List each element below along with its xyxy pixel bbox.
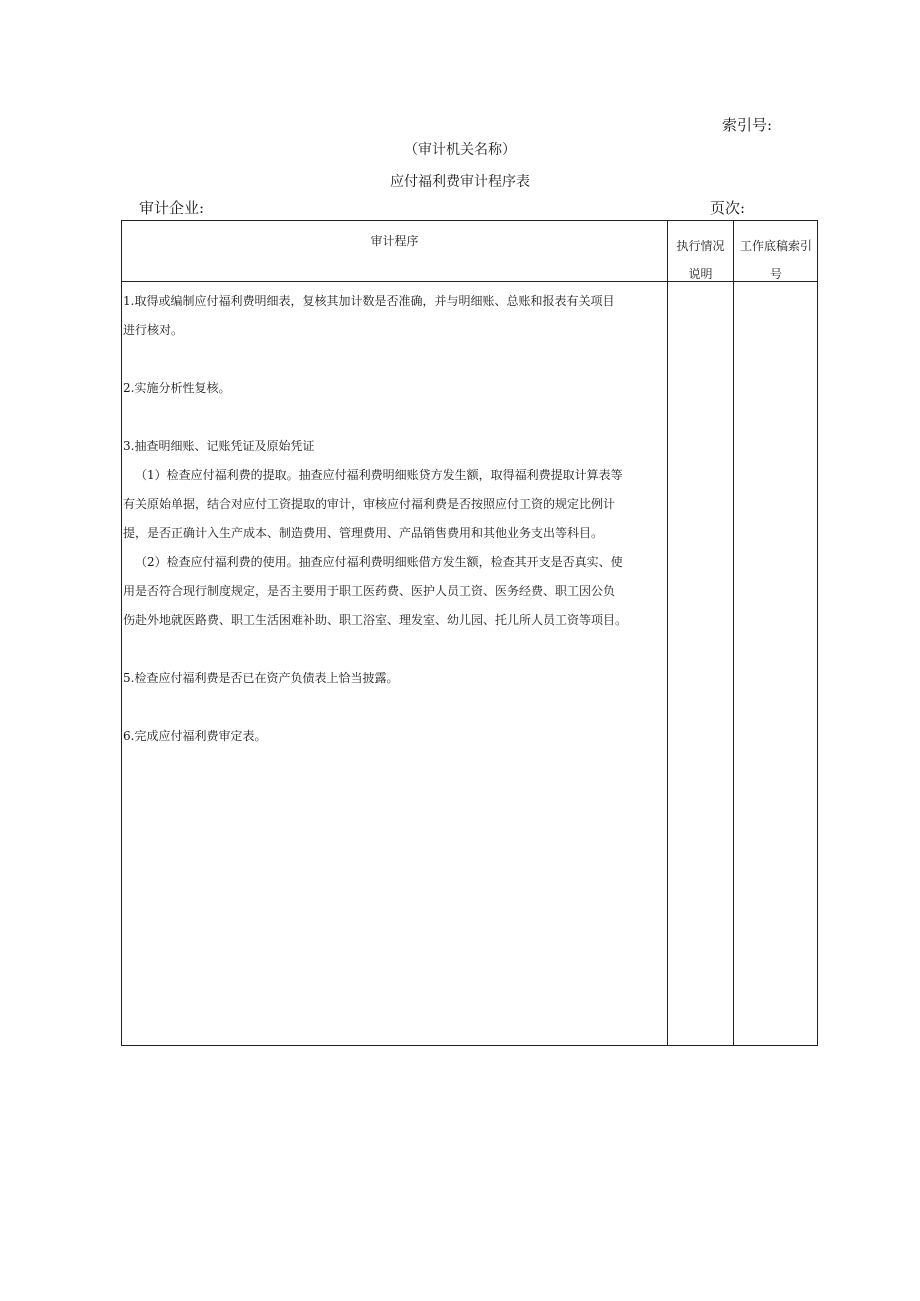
procedure-2: 2.实施分析性复核。 — [123, 381, 231, 395]
procedure-content — [123, 287, 666, 751]
procedure-5: 5.检查应付福利费是否已在资产负债表上恰当披露。 — [123, 671, 399, 685]
procedure-6: 6.完成应付福利费审定表。 — [123, 729, 267, 743]
column-header-execution-line1: 执行情况 — [676, 239, 725, 253]
column-divider-1 — [667, 221, 668, 1045]
procedure-3a-line2: 有关原始单据，结合对应付工资提取的审计，审核应付福利费是否按照应付工资的规定比例计 — [123, 497, 616, 511]
audit-org-name: （审计机关名称） — [404, 142, 516, 158]
column-header-execution — [668, 232, 733, 288]
procedure-1-line2: 进行核对。 — [123, 323, 184, 337]
index-number-label: 索引号: — [722, 116, 773, 134]
procedure-3a-line1: （1）检查应付福利费的提取。抽查应付福利费明细账贷方发生额，取得福利费提取计算表等 — [135, 468, 623, 482]
column-header-workpaper-ref — [734, 232, 818, 288]
column-header-ref-line1: 工作底稿索引 — [739, 239, 812, 253]
column-header-execution-line2: 说明 — [688, 267, 713, 281]
procedure-3b-line3: 伤赴外地就医路费、职工生活困难补助、职工浴室、理发室、幼儿园、托儿所人员工资等项目。 — [123, 613, 628, 627]
column-divider-2 — [733, 221, 734, 1045]
procedure-1-line1: 1.取得或编制应付福利费明细表，复核其加计数是否准确，并与明细账、总账和报表有关项目 — [123, 294, 615, 308]
procedure-3b-line1: （2）检查应付福利费的使用。抽查应付福利费明细账借方发生额，检查其开支是否真实、使 — [135, 555, 623, 569]
procedure-3b-line2: 用是否符合现行制度规定，是否主要用于职工医药费、医护人员工资、医务经费、职工因公负 — [123, 584, 616, 598]
column-header-ref-line2: 号 — [769, 267, 782, 281]
audited-enterprise-label: 审计企业: — [139, 199, 205, 217]
page-number-label: 页次: — [710, 199, 746, 217]
procedure-3a-line3: 提，是否正确计入生产成本、制造费用、管理费用、产品销售费用和其他业务支出等科目。 — [123, 526, 604, 540]
procedure-3: 3.抽查明细账、记账凭证及原始凭证 — [123, 439, 315, 453]
column-header-procedure: 审计程序 — [370, 234, 419, 248]
document-title: 应付福利费审计程序表 — [390, 174, 530, 190]
audit-procedure-table — [121, 220, 818, 1046]
